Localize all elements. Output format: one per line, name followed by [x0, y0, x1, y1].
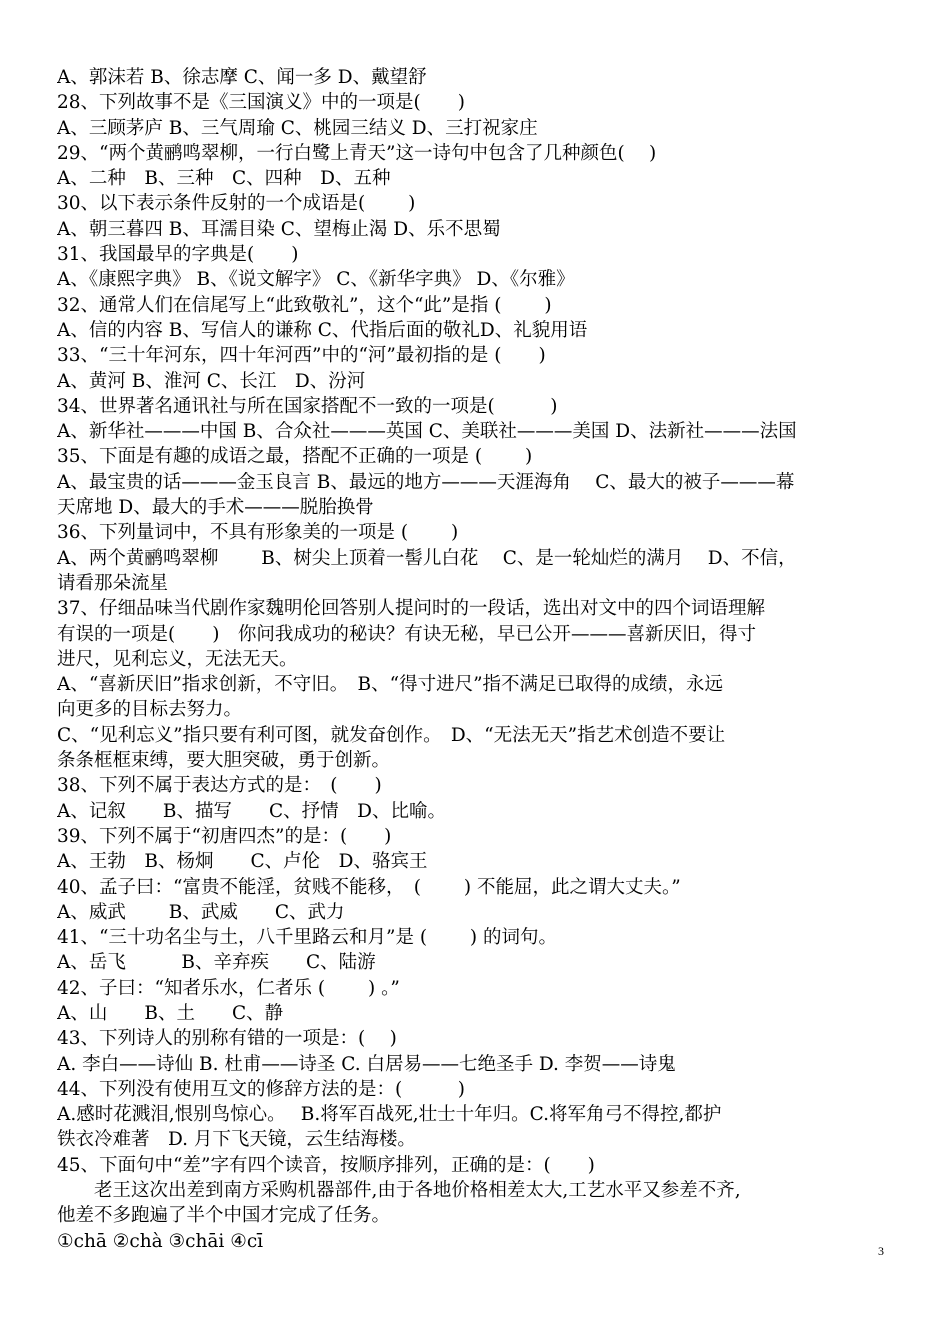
- text-line: A、威武 B、武威 C、武力: [57, 901, 345, 923]
- text-line: 35、下面是有趣的成语之最，搭配不正确的一项是 ( ): [57, 446, 533, 468]
- text-line: A、王勃 B、杨炯 C、卢伦 D、骆宾王: [57, 851, 428, 873]
- text-line: 38、下列不属于表达方式的是： ( ): [57, 775, 382, 797]
- text-line: A、两个黄鹂鸣翠柳 B、树尖上顶着一髻儿白花 C、是一轮灿烂的满月 D、不信，: [57, 547, 797, 569]
- text-line: 请看那朵流星: [57, 572, 169, 594]
- text-line: ①chā ②chà ③chāi ④cī: [57, 1230, 264, 1252]
- text-line: 老王这次出差到南方采购机器部件,由于各地价格相差太大,工艺水平又参差不齐,: [57, 1180, 741, 1202]
- text-line: A、岳飞 B、辛弃疾 C、陆游: [57, 952, 376, 974]
- text-line: A、朝三暮四 B、耳濡目染 C、望梅止渴 D、乐不思蜀: [57, 218, 501, 240]
- text-line: 44、下列没有使用互文的修辞方法的是：( ): [57, 1078, 465, 1100]
- text-line: A、“喜新厌旧”指求创新，不守旧。 B、“得寸进尺”指不满足已取得的成绩，永远: [57, 674, 724, 696]
- text-line: A、《康熙字典》 B、《说文解字》 C、《新华字典》 D、《尔雅》: [57, 269, 575, 291]
- text-line: A、记叙 B、描写 C、抒情 D、比喻。: [57, 800, 446, 822]
- question-text: [57, 65, 903, 1254]
- text-line: 有误的一项是( ) 你问我成功的秘诀？有诀无秘，早已公开———喜新厌旧，得寸: [57, 623, 756, 645]
- text-line: 34、世界著名通讯社与所在国家搭配不一致的一项是( ): [57, 395, 558, 417]
- text-line: A. 李白——诗仙 B. 杜甫——诗圣 C. 白居易——七绝圣手 D. 李贺——诗鬼: [57, 1053, 676, 1075]
- text-line: 他差不多跑遍了半个中国才完成了任务。: [57, 1205, 391, 1227]
- text-line: A.感时花溅泪,恨别鸟惊心。 B.将军百战死,壮士十年归。C.将军角弓不得控,都护: [57, 1104, 722, 1126]
- text-line: 42、子曰：“知者乐水，仁者乐 ( ) 。”: [57, 977, 400, 999]
- text-line: A、信的内容 B、写信人的谦称 C、代指后面的敬礼D、礼貌用语: [57, 319, 588, 341]
- text-line: 37、仔细品味当代剧作家魏明伦回答别人提问时的一段话，选出对文中的四个词语理解: [57, 598, 766, 620]
- text-line: A、二种 B、三种 C、四种 D、五种: [57, 168, 391, 190]
- text-line: 条条框框束缚，要大胆突破，勇于创新。: [57, 750, 391, 772]
- text-line: 43、下列诗人的别称有错的一项是：( ): [57, 1028, 397, 1050]
- text-line: 28、下列故事不是《三国演义》中的一项是( ): [57, 92, 465, 114]
- page-number: 3: [878, 1244, 884, 1258]
- text-line: 31、我国最早的字典是( ): [57, 244, 299, 266]
- text-line: 33、“三十年河东，四十年河西”中的“河”最初指的是 ( ): [57, 345, 546, 367]
- text-line: 30、以下表示条件反射的一个成语是( ): [57, 193, 416, 215]
- text-line: 41、“三十功名尘与土，八千里路云和月”是 ( ) 的词句。: [57, 927, 558, 949]
- text-line: 铁衣冷难著 D. 月下飞天镜，云生结海楼。: [57, 1129, 416, 1151]
- text-line: A、三顾茅庐 B、三气周瑜 C、桃园三结义 D、三打祝家庄: [57, 117, 538, 139]
- text-line: 进尺，见利忘义，无法无天。: [57, 648, 298, 670]
- text-line: 45、下面句中“差”字有四个读音，按顺序排列，正确的是：( ): [57, 1154, 595, 1176]
- text-line: A、郭沫若 B、徐志摩 C、闻一多 D、戴望舒: [57, 67, 427, 88]
- text-line: A、山 B、土 C、静: [57, 1002, 284, 1024]
- text-line: 40、孟子曰：“富贵不能淫，贫贱不能移， ( ) 不能屈，此之谓大丈夫。”: [57, 876, 681, 898]
- text-line: A、新华社———中国 B、合众社———英国 C、美联社———美国 D、法新社———法国: [57, 421, 797, 443]
- text-line: 39、下列不属于“初唐四杰”的是：( ): [57, 825, 392, 847]
- text-line: A、黄河 B、淮河 C、长江 D、汾河: [57, 370, 366, 392]
- text-line: 36、下列量词中，不具有形象美的一项是 ( ): [57, 522, 459, 544]
- text-line: 32、通常人们在信尾写上“此致敬礼”，这个“此”是指 ( ): [57, 294, 552, 316]
- text-line: C、“见利忘义”指只要有利可图，就发奋创作。 D、“无法无天”指艺术创造不要让: [57, 724, 726, 746]
- text-line: A、最宝贵的话———金玉良言 B、最远的地方———天涯海角 C、最大的被子———幕: [57, 471, 795, 493]
- text-line: 向更多的目标去努力。: [57, 699, 243, 721]
- text-line: 天席地 D、最大的手术———脱胎换骨: [57, 497, 374, 519]
- text-line: 29、“两个黄鹂鸣翠柳，一行白鹭上青天”这一诗句中包含了几种颜色( ): [57, 142, 657, 164]
